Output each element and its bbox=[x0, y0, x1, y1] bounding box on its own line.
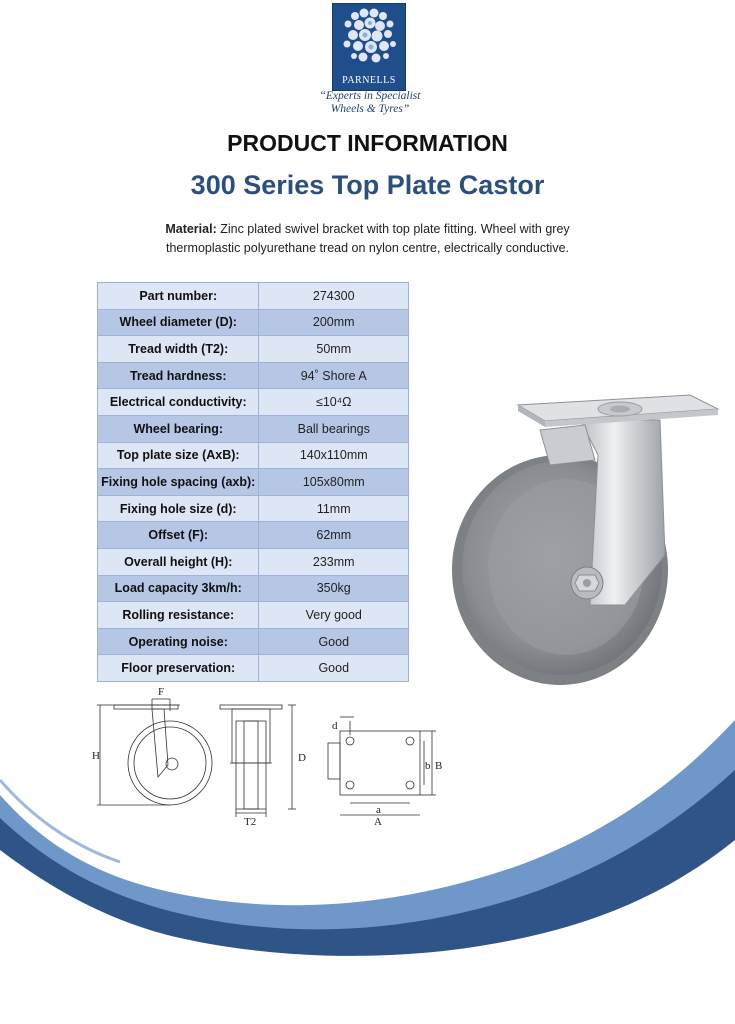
material-text-1: Zinc plated swivel bracket with top plate fitting. Wheel with grey bbox=[216, 222, 570, 236]
spec-value: 350kg bbox=[259, 575, 409, 602]
spec-row bbox=[98, 469, 409, 496]
spec-label: Fixing hole spacing (axb): bbox=[98, 469, 259, 496]
spec-label: Fixing hole size (d): bbox=[98, 495, 259, 522]
spec-value: Very good bbox=[259, 602, 409, 629]
spec-value: 50mm bbox=[259, 336, 409, 363]
spec-label: Part number: bbox=[98, 283, 259, 310]
label-a: a bbox=[376, 804, 381, 816]
spec-value: Good bbox=[259, 655, 409, 682]
material-label: Material: bbox=[165, 222, 217, 236]
spec-row bbox=[98, 575, 409, 602]
spec-value: Ball bearings bbox=[259, 415, 409, 442]
label-T2: T2 bbox=[244, 816, 257, 825]
logo-emblem-icon bbox=[333, 4, 405, 74]
label-F: F bbox=[158, 686, 165, 698]
spec-value: Good bbox=[259, 628, 409, 655]
label-b: b bbox=[425, 760, 431, 772]
spec-row bbox=[98, 389, 409, 416]
spec-row bbox=[98, 548, 409, 575]
spec-value: 140x110mm bbox=[259, 442, 409, 469]
spec-value: 94˚ Shore A bbox=[259, 362, 409, 389]
label-A: A bbox=[374, 816, 382, 825]
spec-label: Wheel bearing: bbox=[98, 415, 259, 442]
spec-row bbox=[98, 336, 409, 363]
spec-row bbox=[98, 628, 409, 655]
tagline-line-1: “Experts in Specialist bbox=[319, 90, 421, 102]
spec-row bbox=[98, 309, 409, 336]
label-H: H bbox=[92, 750, 100, 762]
spec-label: Floor preservation: bbox=[98, 655, 259, 682]
spec-label: Rolling resistance: bbox=[98, 602, 259, 629]
label-D: D bbox=[298, 752, 306, 764]
label-d: d bbox=[332, 720, 338, 732]
spec-row bbox=[98, 602, 409, 629]
spec-row bbox=[98, 655, 409, 682]
spec-label: Offset (F): bbox=[98, 522, 259, 549]
spec-row bbox=[98, 522, 409, 549]
spec-label: Electrical conductivity: bbox=[98, 389, 259, 416]
material-description bbox=[100, 220, 635, 258]
spec-value: ≤10⁴Ω bbox=[259, 389, 409, 416]
tagline-line-2: Wheels & Tyres” bbox=[330, 103, 410, 115]
spec-value: 200mm bbox=[259, 309, 409, 336]
spec-label: Overall height (H): bbox=[98, 548, 259, 575]
material-line-2: thermoplastic polyurethane tread on nylon centre, electrically conductive. bbox=[166, 241, 569, 255]
spec-value: 62mm bbox=[259, 522, 409, 549]
spec-value: 105x80mm bbox=[259, 469, 409, 496]
spec-label: Load capacity 3km/h: bbox=[98, 575, 259, 602]
spec-value: 11mm bbox=[259, 495, 409, 522]
spec-label: Operating noise: bbox=[98, 628, 259, 655]
spec-row bbox=[98, 442, 409, 469]
spec-label: Wheel diameter (D): bbox=[98, 309, 259, 336]
page-heading: PRODUCT INFORMATION bbox=[227, 130, 508, 156]
product-title: 300 Series Top Plate Castor bbox=[190, 170, 545, 200]
spec-row bbox=[98, 495, 409, 522]
spec-value: 233mm bbox=[259, 548, 409, 575]
parnells-logo bbox=[332, 3, 406, 91]
specification-table bbox=[97, 282, 409, 682]
logo-wordmark: PARNELLS bbox=[342, 75, 396, 86]
spec-row bbox=[98, 283, 409, 310]
tagline bbox=[300, 90, 440, 116]
spec-value: 274300 bbox=[259, 283, 409, 310]
material-line-1 bbox=[100, 220, 635, 239]
castor-product-image bbox=[450, 375, 725, 695]
spec-label: Top plate size (AxB): bbox=[98, 442, 259, 469]
spec-row bbox=[98, 415, 409, 442]
spec-label: Tread width (T2): bbox=[98, 336, 259, 363]
label-B: B bbox=[435, 760, 443, 772]
spec-row bbox=[98, 362, 409, 389]
decorative-wave bbox=[0, 700, 735, 1024]
spec-label: Tread hardness: bbox=[98, 362, 259, 389]
